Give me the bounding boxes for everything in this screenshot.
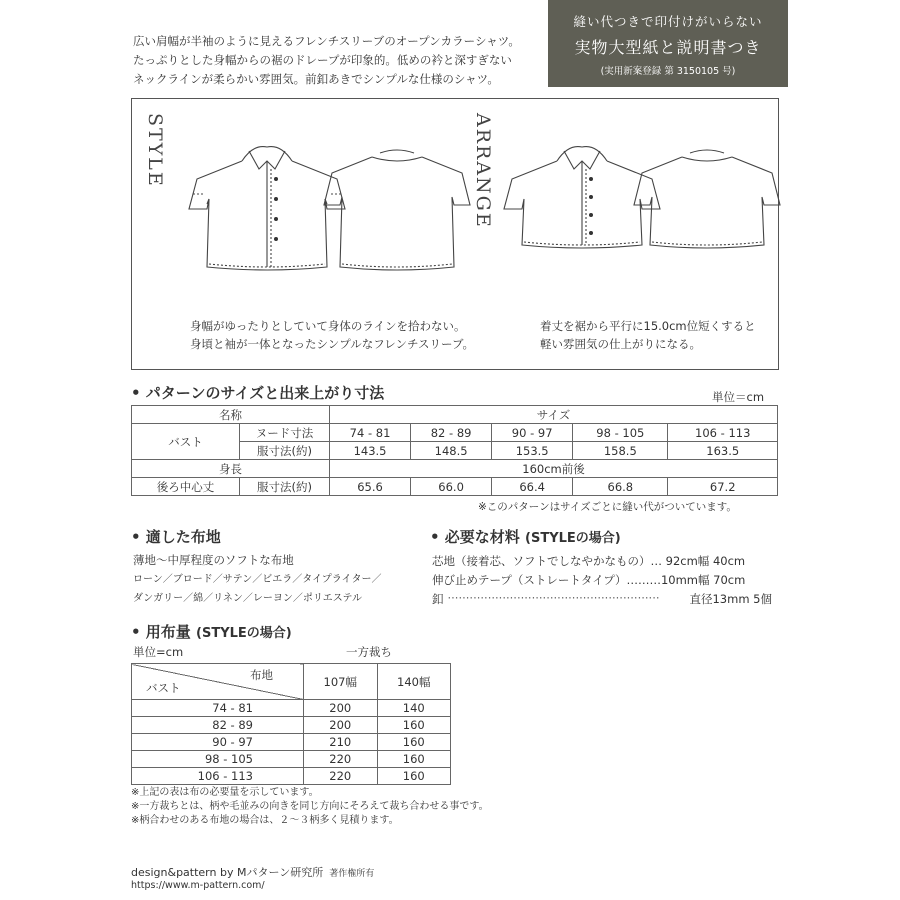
bust-label: バスト [132, 424, 240, 460]
size-header: サイズ [330, 406, 778, 424]
pattern-badge [548, 0, 788, 87]
badge-line-3: (実用新案登録 第 3150105 号) [600, 66, 736, 77]
badge-line-2: 実物大型紙と説明書つき [574, 38, 762, 57]
yardage-size: 90 - 97 [132, 734, 304, 751]
footer-url: https://www.m-pattern.com/ [131, 880, 265, 891]
style-caption [190, 317, 474, 353]
intro-line-3: ネックラインが柔らかい雰囲気。前釦あきでシンプルな仕様のシャツ。 [133, 72, 499, 86]
footer-credit [131, 864, 374, 880]
size-cell: 74 - 81 [330, 424, 411, 442]
yardage-notes [131, 786, 489, 828]
arrange-label: ARRANGE [472, 113, 494, 229]
bust-garment-cell: 143.5 [330, 442, 411, 460]
size-unit: 単位＝cm [712, 390, 765, 404]
bust-label: バスト [146, 681, 181, 695]
yardage-direction: 一方裁ち [346, 645, 392, 659]
intro-text [133, 32, 533, 89]
materials-button-value: 直径13mm 5個 [689, 592, 772, 606]
height-value: 160cm前後 [330, 460, 778, 478]
yardage-140: 160 [377, 751, 451, 768]
fabric-text [133, 551, 382, 608]
table-row [132, 734, 451, 751]
size-note: ※このパターンはサイズごとに縫い代がついています。 [478, 501, 737, 513]
copyright-text: 著作権所有 [329, 869, 375, 879]
bust-garment-cell: 163.5 [668, 442, 778, 460]
table-row [132, 478, 778, 496]
back-length-cell: 67.2 [668, 478, 778, 496]
arrange-caption-line-2: 軽い雰囲気の仕上がりになる。 [540, 337, 701, 351]
table-row [132, 768, 451, 785]
yardage-section-title [131, 621, 292, 642]
yardage-107: 200 [304, 717, 378, 734]
table-row [132, 751, 451, 768]
yardage-140: 160 [377, 768, 451, 785]
yardage-size: 74 - 81 [132, 700, 304, 717]
materials-line-1: 芯地（接着芯、ソフトでしなやかなもの）… 92cm幅 40cm [432, 554, 746, 568]
table-row [132, 700, 451, 717]
name-header: 名称 [132, 406, 330, 424]
size-cell: 90 - 97 [492, 424, 573, 442]
yardage-note-3: ※柄合わせのある布地の場合は、２～３柄多く見積ります。 [131, 815, 399, 826]
back-length-label: 後ろ中心丈 [132, 478, 240, 496]
size-table [131, 405, 778, 496]
style-back-shirt-drawing [322, 139, 472, 274]
style-label: STYLE [144, 113, 166, 188]
back-length-cell: 66.8 [573, 478, 668, 496]
yardage-title-text: • 用布量 [131, 623, 191, 641]
table-row [132, 717, 451, 734]
materials-section-title [430, 526, 621, 547]
badge-line-1: 縫い代つきで印付けがいらない [573, 14, 763, 29]
back-length-cell: 66.0 [411, 478, 492, 496]
arrange-caption [540, 317, 756, 353]
size-cell: 106 - 113 [668, 424, 778, 442]
fabric-section-title: • 適した布地 [131, 528, 221, 546]
credit-text: design&pattern by Mパターン研究所 [131, 866, 324, 879]
bust-garment-cell: 158.5 [573, 442, 668, 460]
table-row [132, 424, 778, 442]
fabric-line-1: 薄地～中厚程度のソフトな布地 [133, 553, 294, 567]
style-caption-line-2: 身頃と袖が一体となったシンプルなフレンチスリーブ。 [190, 337, 475, 351]
bust-garment-cell: 148.5 [411, 442, 492, 460]
yardage-size: 106 - 113 [132, 768, 304, 785]
bust-garment-cell: 153.5 [492, 442, 573, 460]
yardage-140: 160 [377, 717, 451, 734]
yardage-107: 200 [304, 700, 378, 717]
yardage-note-2: ※一方裁ちとは、柄や毛並みの向きを同じ方向にそろえて裁ち合わせる事です。 [131, 801, 489, 812]
diagonal-header-cell [132, 664, 304, 700]
fabric-line-2: ローン／ブロード／サテン／ビエラ／タイプライター／ [133, 574, 382, 585]
yardage-note-1: ※上記の表は布の必要量を示しています。 [131, 787, 319, 798]
yardage-107: 210 [304, 734, 378, 751]
size-cell: 82 - 89 [411, 424, 492, 442]
yardage-title-sub: (STYLEの場合) [196, 626, 292, 641]
fabric-line-3: ダンガリー／綿／リネン／レーヨン／ポリエステル [133, 593, 362, 604]
yardage-140: 140 [377, 700, 451, 717]
yardage-table [131, 663, 451, 785]
illustration-box [131, 98, 779, 370]
yardage-unit: 単位=cm [133, 645, 184, 659]
yardage-107: 220 [304, 751, 378, 768]
materials-title-text: • 必要な材料 [430, 528, 520, 546]
width-header: 140幅 [377, 664, 451, 700]
back-length-cell: 66.4 [492, 478, 573, 496]
width-header: 107幅 [304, 664, 378, 700]
materials-leader-dots: ·························································· [447, 591, 660, 605]
table-row [132, 460, 778, 478]
yardage-size: 82 - 89 [132, 717, 304, 734]
back-length-cell: 65.6 [330, 478, 411, 496]
yardage-140: 160 [377, 734, 451, 751]
back-garment-label: 服寸法(約) [240, 478, 330, 496]
materials-title-sub: (STYLEの場合) [525, 531, 621, 546]
materials-line-3 [432, 591, 772, 607]
nude-label: ヌード寸法 [240, 424, 330, 442]
height-label: 身長 [132, 460, 330, 478]
yardage-size: 98 - 105 [132, 751, 304, 768]
materials-button-label: 釦 [432, 592, 444, 606]
table-row [132, 406, 778, 424]
intro-line-1: 広い肩幅が半袖のように見えるフレンチスリーブのオープンカラーシャツ。 [133, 34, 520, 48]
table-row [132, 664, 451, 700]
fabric-label: 布地 [250, 668, 273, 682]
garment-label: 服寸法(約) [240, 442, 330, 460]
arrange-caption-line-1: 着丈を裾から平行に15.0cm位短くすると [540, 319, 756, 333]
intro-line-2: たっぷりとした身幅からの裾のドレープが印象的。低めの衿と深すぎない [133, 53, 512, 67]
arrange-back-shirt-drawing [632, 139, 782, 254]
size-cell: 98 - 105 [573, 424, 668, 442]
style-caption-line-1: 身幅がゆったりとしていて身体のラインを拾わない。 [190, 319, 466, 333]
yardage-107: 220 [304, 768, 378, 785]
size-section-title: • パターンのサイズと出来上がり寸法 [131, 384, 385, 402]
materials-line-2: 伸び止めテープ（ストレートタイプ）………10mm幅 70cm [432, 573, 746, 587]
